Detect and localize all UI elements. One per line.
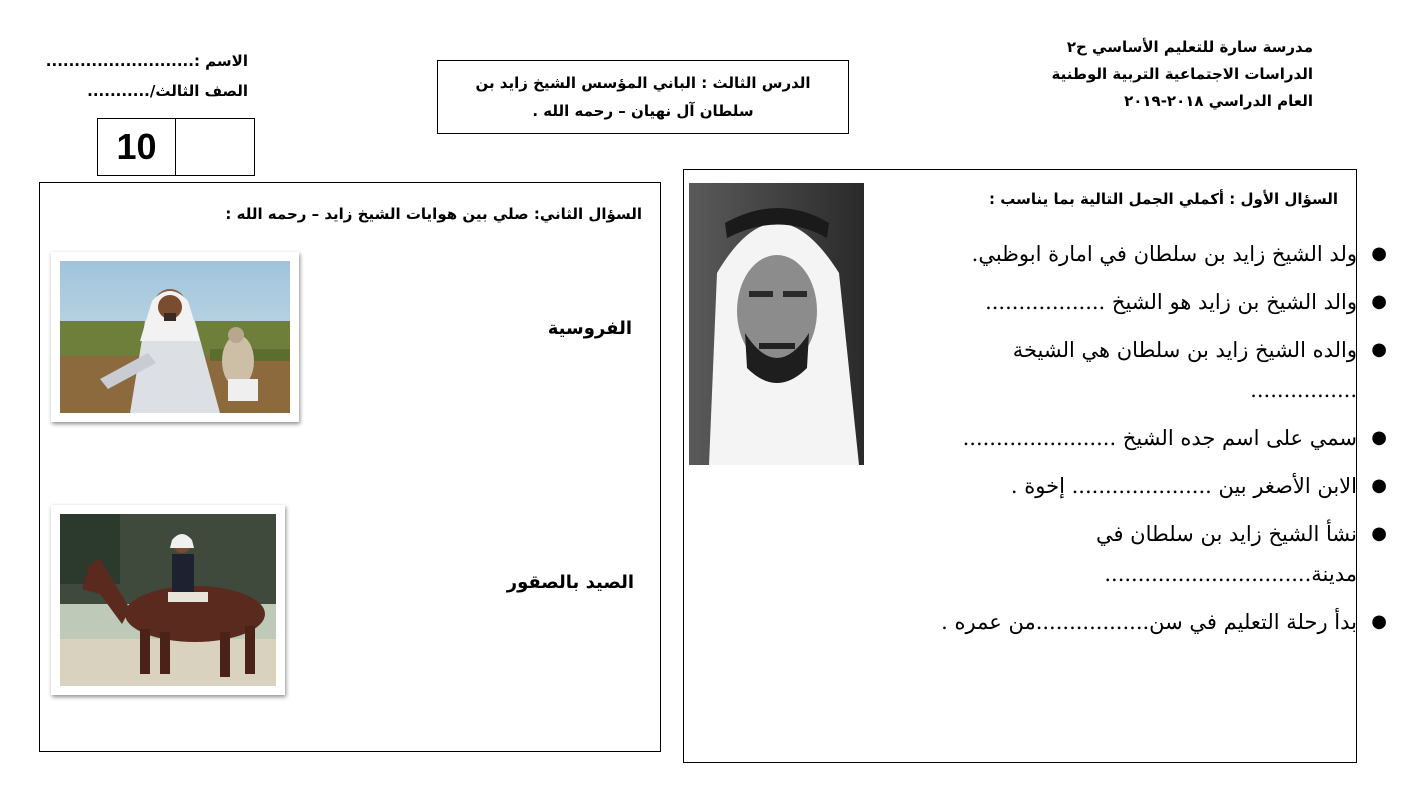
- bullet-dot-icon: ●: [1371, 427, 1387, 448]
- list-item[interactable]: [887, 230, 1387, 278]
- bullet-dot-icon: ●: [1371, 523, 1387, 544]
- list-item-text: والده الشيخ زايد بن سلطان هي الشيخة: [1012, 338, 1357, 362]
- falcon-photo-icon: [60, 261, 290, 413]
- question2-title: السؤال الثاني: صلي بين هوايات الشيخ زايد – رحمه الله :: [225, 205, 642, 223]
- school-header: [953, 34, 1313, 115]
- school-name: مدرسة سارة للتعليم الأساسي ح٢: [1066, 38, 1313, 56]
- student-name-field[interactable]: الاسم :..........................: [45, 52, 248, 70]
- list-item[interactable]: [887, 326, 1387, 414]
- bullet-dot-icon: ●: [1371, 475, 1387, 496]
- school-year: العام الدراسي ٢٠١٨-٢٠١٩: [1124, 92, 1313, 110]
- list-item-continuation: مدينة...............................: [1104, 562, 1357, 586]
- list-item-text: والد الشيخ بن زايد هو الشيخ ..................: [985, 290, 1357, 314]
- bullet-dot-icon: ●: [1371, 339, 1387, 360]
- portrait-photo: [689, 183, 864, 465]
- bullet-dot-icon: ●: [1371, 611, 1387, 632]
- question2-panel: [39, 182, 661, 752]
- hobby-item-1[interactable]: الفروسية: [547, 318, 632, 339]
- sheikh-portrait-icon: [689, 183, 864, 465]
- student-info: [40, 46, 248, 106]
- hobby-item-2[interactable]: الصيد بالصقور: [506, 572, 634, 593]
- photo-horse-riding: [51, 505, 285, 695]
- score-total: 10: [98, 119, 176, 175]
- list-item[interactable]: [887, 510, 1387, 598]
- score-box: [97, 118, 255, 176]
- bullet-dot-icon: ●: [1371, 243, 1387, 264]
- lesson-title-line1: الدرس الثالث : الباني المؤسس الشيخ زايد بن: [475, 74, 811, 92]
- list-item[interactable]: [887, 462, 1387, 510]
- horse-photo-icon: [60, 514, 276, 686]
- lesson-title-line2: سلطان آل نهيان – رحمه الله .: [532, 102, 754, 120]
- photo-falconry: [51, 252, 299, 422]
- student-grade-field[interactable]: الصف الثالث/...........: [87, 82, 248, 100]
- score-earned-cell[interactable]: [176, 119, 254, 175]
- list-item-continuation: ................: [1250, 378, 1357, 402]
- lesson-title-box: [437, 60, 849, 134]
- list-item-text: بدأ رحلة التعليم في سن.................من عمره .: [941, 610, 1357, 634]
- question1-title: السؤال الأول : أكملي الجمل التالية بما يناسب :: [989, 190, 1338, 208]
- subject-name: الدراسات الاجتماعية التربية الوطنية: [1051, 65, 1313, 83]
- list-item-text: نشأ الشيخ زايد بن سلطان في: [1095, 522, 1357, 546]
- bullet-dot-icon: ●: [1371, 291, 1387, 312]
- list-item-text: ولد الشيخ زايد بن سلطان في امارة ابوظبي.: [971, 242, 1357, 266]
- list-item-text: سمي على اسم جده الشيخ .......................: [962, 426, 1357, 450]
- list-item[interactable]: [887, 598, 1387, 646]
- list-item[interactable]: [887, 414, 1387, 462]
- list-item-text: الابن الأصغر بين ..................... إخوة .: [1010, 474, 1357, 498]
- list-item[interactable]: [887, 278, 1387, 326]
- fill-in-list: [887, 230, 1387, 646]
